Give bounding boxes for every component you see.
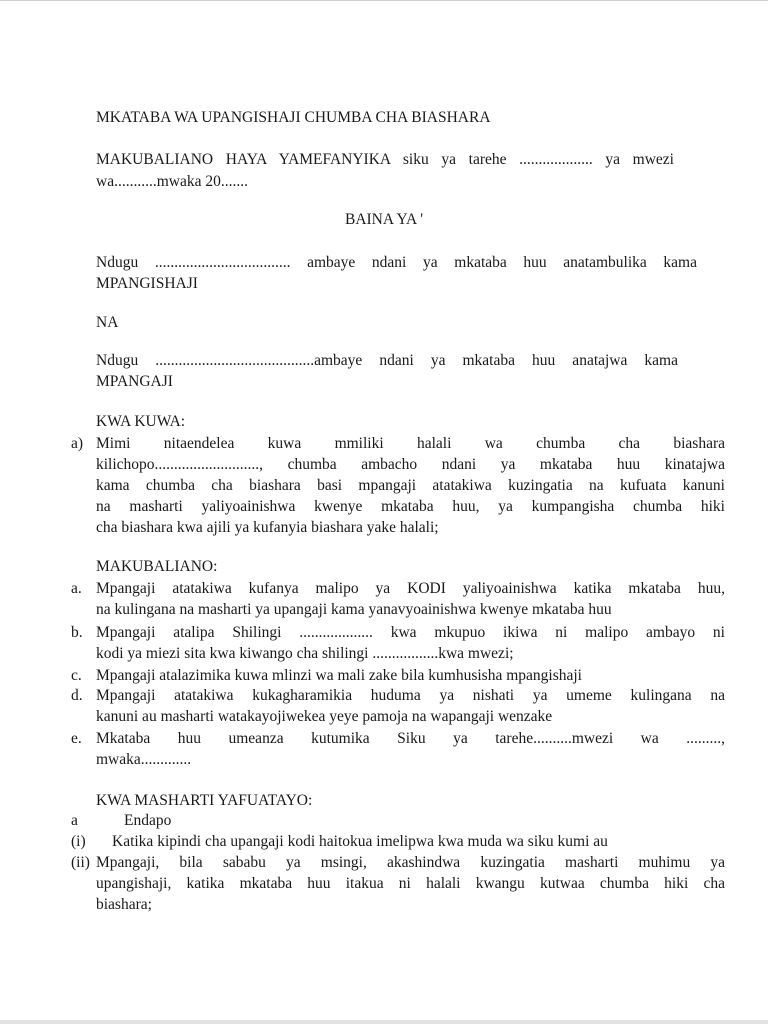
conditions-line: biashara; bbox=[96, 896, 152, 913]
conditions-line: Katika kipindi cha upangaji kodi haitokua imelipwa kwa muda wa siku kumi au bbox=[112, 833, 608, 850]
agreement-heading: MAKUBALIANO: bbox=[96, 558, 218, 575]
conditions-item-marker: (ii) bbox=[71, 854, 90, 871]
agreement-marker: a. bbox=[71, 580, 82, 597]
between-heading: BAINA YA ' bbox=[344, 211, 423, 228]
agreement-marker: e. bbox=[71, 730, 82, 747]
agreement-line: Mpangaji atatakiwa kukagharamikia huduma ya nishati ya umeme kulingana na bbox=[96, 687, 725, 704]
tenant-line-1: Ndugu .........................................ambaye ndani ya mkataba huu anatajwa kama bbox=[96, 352, 678, 369]
whereas-line: kilichopo..........................., chumba ambacho ndani ya mkataba huu kinatajwa bbox=[96, 456, 725, 473]
whereas-heading: KWA KUWA: bbox=[96, 413, 186, 430]
whereas-line: kama chumba cha biashara basi mpangaji atatakiwa kuzingatia na kufuata kanuni bbox=[96, 477, 725, 494]
conditions-item-marker: (i) bbox=[71, 833, 86, 850]
agreement-line: Mpangaji atalazimika kuwa mlinzi wa mali zake bila kumhusisha mpangishaji bbox=[96, 667, 582, 684]
agreement-line: kodi ya miezi sita kwa kiwango cha shilingi .................kwa mwezi; bbox=[96, 645, 514, 662]
intro-line-1: MAKUBALIANO HAYA YAMEFANYIKA siku ya tarehe ................... ya mwezi bbox=[96, 151, 674, 168]
agreement-line: Mkataba huu umeanza kutumika Siku ya tarehe..........mwezi wa ........., bbox=[96, 730, 725, 747]
conditions-heading: KWA MASHARTI YAFUATAYO: bbox=[96, 792, 313, 809]
conditions-marker: a bbox=[71, 812, 78, 829]
and-separator: NA bbox=[96, 314, 119, 331]
conditions-line: upangishaji, katika mkataba huu itakua ni halali kwangu kutwaa chumba hiki cha bbox=[96, 875, 725, 892]
whereas-line: na masharti yaliyoainishwa kwenye mkataba huu, ya kumpangisha chumba hiki bbox=[96, 498, 725, 515]
landlord-line-1: Ndugu ................................... ambaye ndani ya mkataba huu anatambulika kama bbox=[96, 254, 697, 271]
agreement-line: mwaka............. bbox=[96, 751, 192, 768]
agreement-line: Mpangaji atatakiwa kufanya malipo ya KODI yaliyoainishwa katika mkataba huu, bbox=[96, 580, 725, 597]
conditions-intro: Endapo bbox=[124, 812, 172, 829]
agreement-line: Mpangaji atalipa Shilingi ................... kwa mkupuo ikiwa ni malipo ambayo ni bbox=[96, 624, 725, 641]
landlord-role: MPANGISHAJI bbox=[96, 275, 198, 292]
agreement-marker: c. bbox=[71, 667, 82, 684]
agreement-line: kanuni au masharti watakayojiwekea yeye pamoja na wapangaji wenzake bbox=[96, 708, 553, 725]
intro-line-2: wa...........mwaka 20....... bbox=[96, 173, 248, 190]
agreement-line: na kulingana na masharti ya upangaji kama yanavyoainishwa kwenye mkataba huu bbox=[96, 601, 612, 618]
whereas-line: Mimi nitaendelea kuwa mmiliki halali wa chumba cha biashara bbox=[96, 435, 725, 452]
whereas-line: cha biashara kwa ajili ya kufanyia biashara yake halali; bbox=[96, 519, 439, 536]
tenant-role: MPANGAJI bbox=[96, 373, 173, 390]
document-title: MKATABA WA UPANGISHAJI CHUMBA CHA BIASHARA bbox=[96, 109, 491, 126]
bottom-border bbox=[0, 1020, 768, 1024]
whereas-marker: a) bbox=[71, 435, 84, 452]
agreement-marker: b. bbox=[71, 624, 83, 641]
conditions-line: Mpangaji, bila sababu ya msingi, akashindwa kuzingatia masharti muhimu ya bbox=[96, 854, 725, 871]
agreement-marker: d. bbox=[71, 687, 83, 704]
